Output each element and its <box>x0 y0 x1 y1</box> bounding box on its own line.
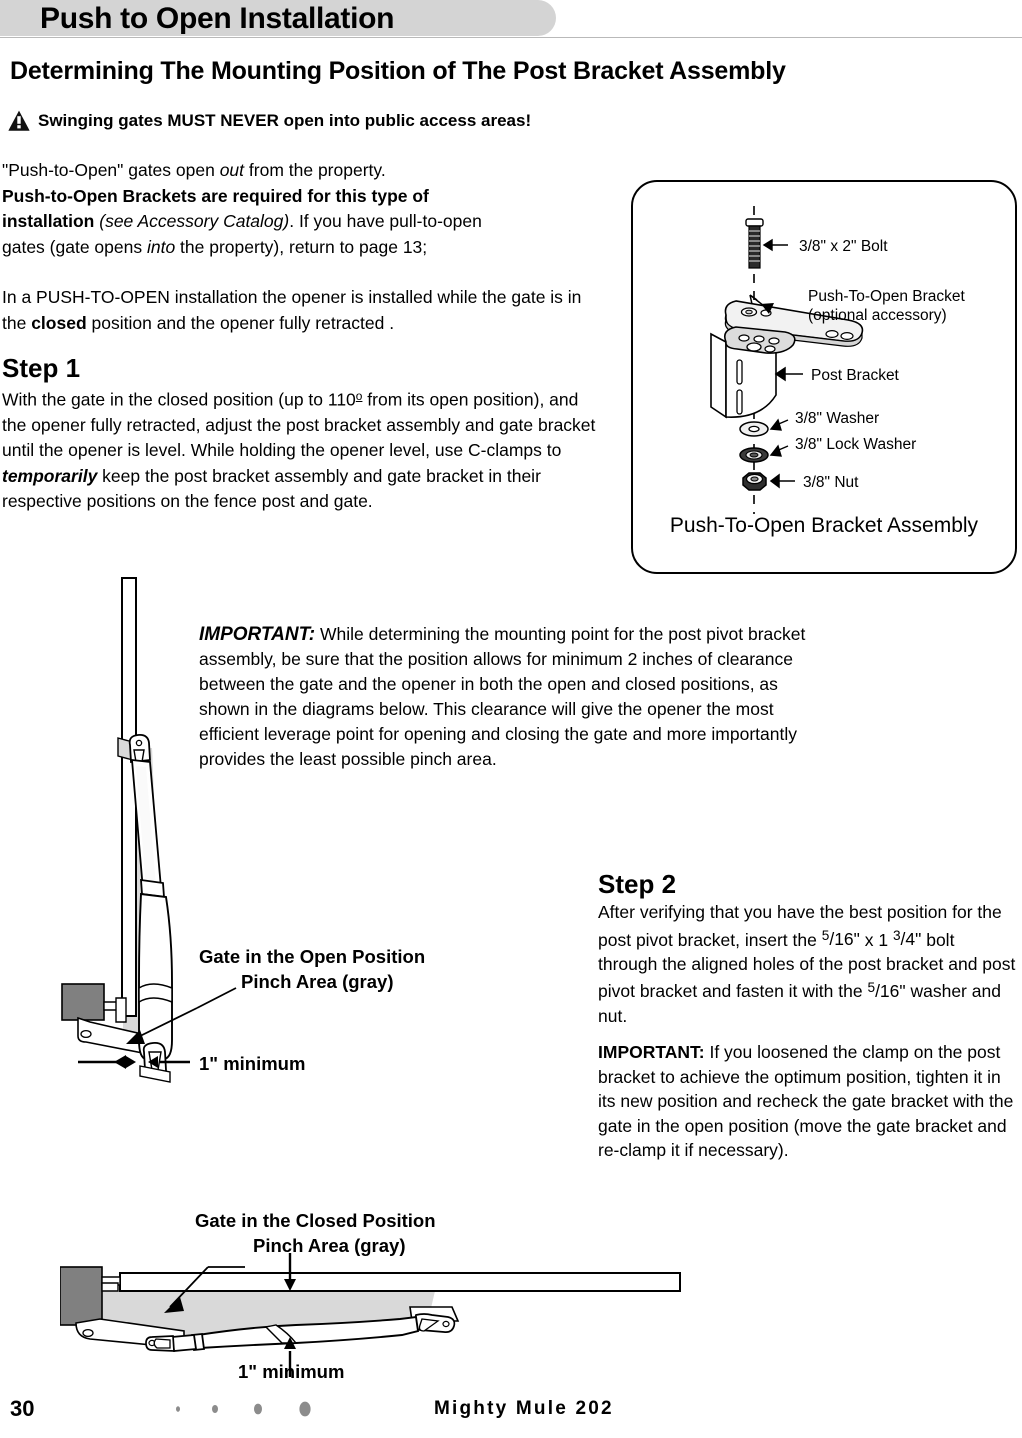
warning-text: Swinging gates MUST NEVER open into public access areas! <box>38 110 532 130</box>
warning-triangle-icon <box>8 110 30 131</box>
post-block-open <box>62 984 104 1020</box>
important-2-paragraph <box>598 1040 1018 1163</box>
step2-text-b: x 1 <box>859 929 893 950</box>
section-heading: Determining The Mounting Position of The Post Bracket Assembly <box>10 57 786 85</box>
degree-marker: o <box>355 389 363 403</box>
gate-open-position-figure <box>60 570 520 1200</box>
post-block-closed <box>60 1267 102 1325</box>
label-nut: 3/8" Nut <box>803 474 859 491</box>
important-2-lead: IMPORTANT: <box>598 1042 705 1062</box>
step1-text-c: keep the post bracket assembly and gate bracket in their respective positions on the fence post and gate. <box>2 465 541 512</box>
frac2-num: 3 <box>892 928 901 944</box>
important-note-2 <box>598 1040 1018 1163</box>
bracket-assembly-drawing <box>633 182 1011 522</box>
step-1-block <box>2 352 602 515</box>
figure-closed-label-line1: Gate in the Closed Position <box>195 1210 436 1231</box>
footer-page-number: 30 <box>10 1396 35 1421</box>
gate-leaf-open <box>122 578 136 1016</box>
page-title: Push to Open Installation <box>40 2 395 35</box>
frac3-num: 5 <box>867 980 876 996</box>
footer-dot-2 <box>212 1405 218 1413</box>
frac2-den: /4" <box>900 929 922 950</box>
label-push-to-open-bracket-1: Push-To-Open Bracket <box>808 288 965 305</box>
footer-dot-4 <box>299 1402 310 1417</box>
warning-notice <box>8 110 531 131</box>
fraction-5-16-a <box>822 929 860 949</box>
frac3-den: /16" <box>875 981 906 1002</box>
intro-p2-a: In a PUSH-TO-OPEN installation the opener is installed while the gate is in the <box>2 287 582 333</box>
step-1-body <box>2 384 602 515</box>
paragraph-spacer <box>2 260 602 285</box>
step-2-block <box>598 868 1018 1028</box>
label-post-bracket: Post Bracket <box>811 367 899 384</box>
gate-closed-position-figure <box>60 1245 700 1390</box>
intro-rest-1: . If you have pull-to-open <box>289 211 482 231</box>
footer-dot-1 <box>176 1406 180 1412</box>
figure-open-label-line1: Gate in the Open Position <box>199 946 426 967</box>
important-1-lead: IMPORTANT: <box>199 624 316 645</box>
figure-open-label-line2: Pinch Area (gray) <box>241 971 394 992</box>
intro-text-b: from the property. <box>244 160 386 180</box>
intro-line-2 <box>2 184 602 210</box>
label-bolt: 3/8" x 2" Bolt <box>799 238 888 255</box>
intro-text-c: gates (gate opens <box>2 236 147 257</box>
intro-line-1 <box>2 158 602 184</box>
step2-text-a: After verifying that you have the best position for the post pivot bracket, insert the <box>598 902 1002 950</box>
assembly-caption: Push-To-Open Bracket Assembly <box>669 514 979 537</box>
bolt-part <box>746 219 788 268</box>
nut-part <box>743 473 795 490</box>
bracket-assembly-figure <box>631 180 1017 574</box>
footer-brand: Mighty Mule 202 <box>434 1398 614 1419</box>
figure-open-min-label: 1" minimum <box>199 1053 306 1074</box>
step1-text-a: With the gate in the closed position (up to 110 <box>2 389 356 410</box>
fraction-5-16-b <box>867 981 905 1001</box>
gate-leaf-closed <box>120 1273 680 1291</box>
header-divider <box>0 37 1022 38</box>
step1-text-b: from its open position), and the opener fully retracted, adjust the post bracket assembly and gate bracket until the opener is level. While holding the opener level, use C-clamps to <box>2 389 596 461</box>
intro-emph-out: out <box>219 160 245 180</box>
intro-paragraphs <box>2 158 602 336</box>
step2-text-c: bolt through the aligned holes of the post bracket and post pivot bracket and fasten it with the <box>598 929 1016 1002</box>
figure-closed-min-label: 1" minimum <box>238 1361 345 1382</box>
step1-emph: temporarily <box>2 465 98 486</box>
clearance-arrows-open <box>78 1055 190 1069</box>
lock-washer-part <box>740 446 788 462</box>
step2-text-d: washer and nut. <box>598 981 1001 1026</box>
intro-italic-catalog: (see Accessory Catalog) <box>94 211 290 231</box>
post-bracket-part <box>711 327 803 417</box>
step-1-heading: Step 1 <box>2 353 81 383</box>
intro-p2-b: position and the opener fully retracted . <box>86 312 395 333</box>
footer-dots-decoration <box>170 1398 330 1420</box>
intro-line-3 <box>2 209 602 235</box>
label-lock-washer: 3/8" Lock Washer <box>795 436 917 453</box>
intro-emph-into: into <box>146 236 176 257</box>
label-push-to-open-bracket-2: (optional accessory) <box>808 307 947 324</box>
intro-paragraph-2 <box>2 285 602 336</box>
important-2-body: If you loosened the clamp on the post bracket to achieve the optimum position, tighten it in its new position and recheck the gate bracket with the gate in the open position (move the gate bracket and re-clamp it if necessary). <box>598 1042 1014 1160</box>
intro-text-a: "Push-to-Open" gates open <box>2 160 220 180</box>
footer-dot-3 <box>254 1404 262 1415</box>
intro-text-d: the property), return to page 13; <box>175 236 428 257</box>
intro-bold-1: Push-to-Open Brackets are required for this type of <box>2 185 429 206</box>
intro-p2-bold: closed <box>31 312 87 333</box>
intro-bold-2: installation <box>2 211 95 231</box>
important-1-body: While determining the mounting point for the post pivot bracket assembly, be sure that the position allows for minimum 2 inches of clearance between the gate and the opener in both the open and closed positions, as shown in the diagrams below. This clearance will give the opener the most efficient leverage point for opening and closing the gate and more importantly provides the least possible pinch area. <box>199 624 806 769</box>
fraction-3-4 <box>893 929 921 949</box>
intro-line-4 <box>2 235 602 261</box>
label-washer: 3/8" Washer <box>795 410 880 427</box>
frac1-den: /16" <box>829 929 860 950</box>
step-2-heading: Step 2 <box>598 869 677 899</box>
step-2-body <box>598 900 1018 1028</box>
figure-closed-label-line2: Pinch Area (gray) <box>253 1235 406 1256</box>
frac1-num: 5 <box>821 928 830 944</box>
washer-part <box>740 420 788 436</box>
